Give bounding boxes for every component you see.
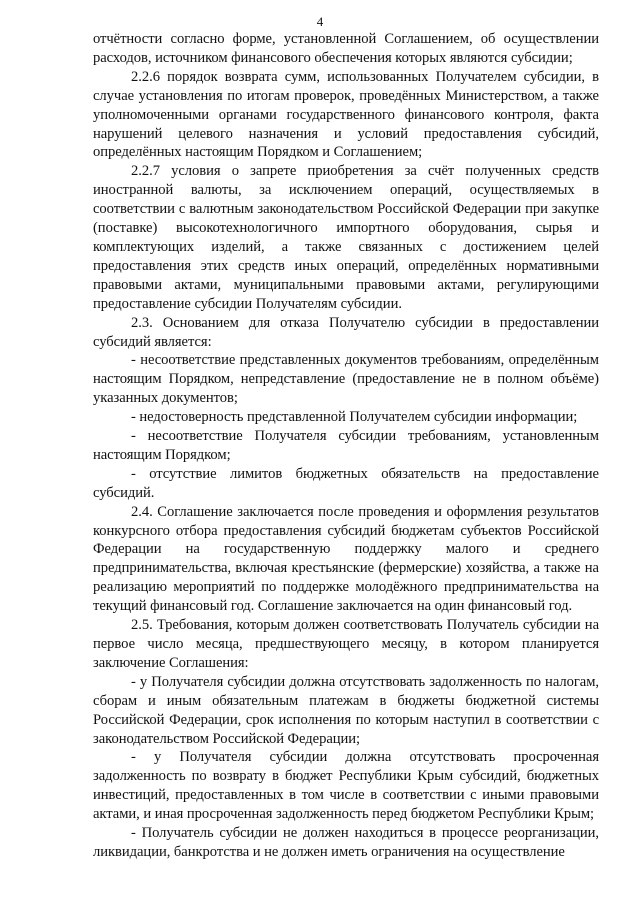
list-item-requirements-mismatch: - несоответствие Получателя субсидии требованиям, установленным настоящим Порядком; [93,428,599,463]
list-item-documents-mismatch: - несоответствие представленных документов требованиям, определённым настоящим Порядком, непредставление (предоставление не в полном объёме) указанных документов; [93,352,599,407]
paragraph-reporting-continuation: отчётности согласно форме, установленной Соглашением, об осуществлении расходов, источником финансового обеспечения которых являются субсидии; [93,31,599,66]
list-item-no-budget-limits: - отсутствие лимитов бюджетных обязательств на предоставление субсидий. [93,465,599,501]
paragraph-2-5: 2.5. Требования, которым должен соответствовать Получатель субсидии на первое число месяца, предшествующего месяцу, в котором планируется заключение Соглашения: [93,617,599,671]
document-body [93,30,599,862]
list-item-no-tax-debt: - у Получателя субсидии должна отсутствовать задолженность по налогам, сборам и иным обязательным платежам в бюджеты бюджетной системы Российской Федерации, срок исполнения по которым наступил в соответствии с законодательством Российской Федерации; [93,673,599,747]
paragraph-2-2-7: 2.2.7 условия о запрете приобретения за счёт полученных средств иностранной валюты, за исключением операций, осуществляемых в соответствии с валютным законодательством Российской Федерации при закупке (поставке) высокотехнологичного импортного оборудования, сырья и комплектующих изделий, а также связанных с достижением целей предоставления этих средств иных операций, определённых нормативными правовыми актами, муниципальными правовыми актами, регулирующими предоставление субсидии Получателям субсидии. [93,163,599,312]
page-number: 4 [316,14,324,29]
list-item-no-overdue-debt: - у Получателя субсидии должна отсутствовать просроченная задолженность по возврату в бюджет Республики Крым субсидий, бюджетных инвестиций, предоставленных в том числе в соответствии с иными правовыми актами, и иная просроченная задолженность перед бюджетом Республики Крым; [93,749,599,823]
list-item-unreliable-info: - недостоверность представленной Получателем субсидии информации; [131,409,578,426]
list-item-no-reorganization: - Получатель субсидии не должен находиться в процессе реорганизации, ликвидации, банкротства и не должен иметь ограничения на осуществление [93,825,599,860]
paragraph-2-3: 2.3. Основанием для отказа Получателю субсидии в предоставлении субсидий является: [93,314,599,350]
paragraph-2-4: 2.4. Соглашение заключается после проведения и оформления результатов конкурсного отбора предоставления субсидий бюджетам субъектов Российской Федерации на государственную поддержку малого и среднего предпринимательства, включая крестьянские (фермерские) хозяйства, а также на реализацию мероприятий по поддержке молодёжного предпринимательства на текущий финансовый год. Соглашение заключается на один финансовый год. [93,503,599,615]
paragraph-2-2-6: 2.2.6 порядок возврата сумм, использованных Получателем субсидии, в случае установления по итогам проверок, проведённых Министерством, а также уполномоченными органами государственного финансового контроля, факта нарушений целевого назначения и условий предоставления субсидий, определённых настоящим Порядком и Соглашением; [93,68,599,161]
